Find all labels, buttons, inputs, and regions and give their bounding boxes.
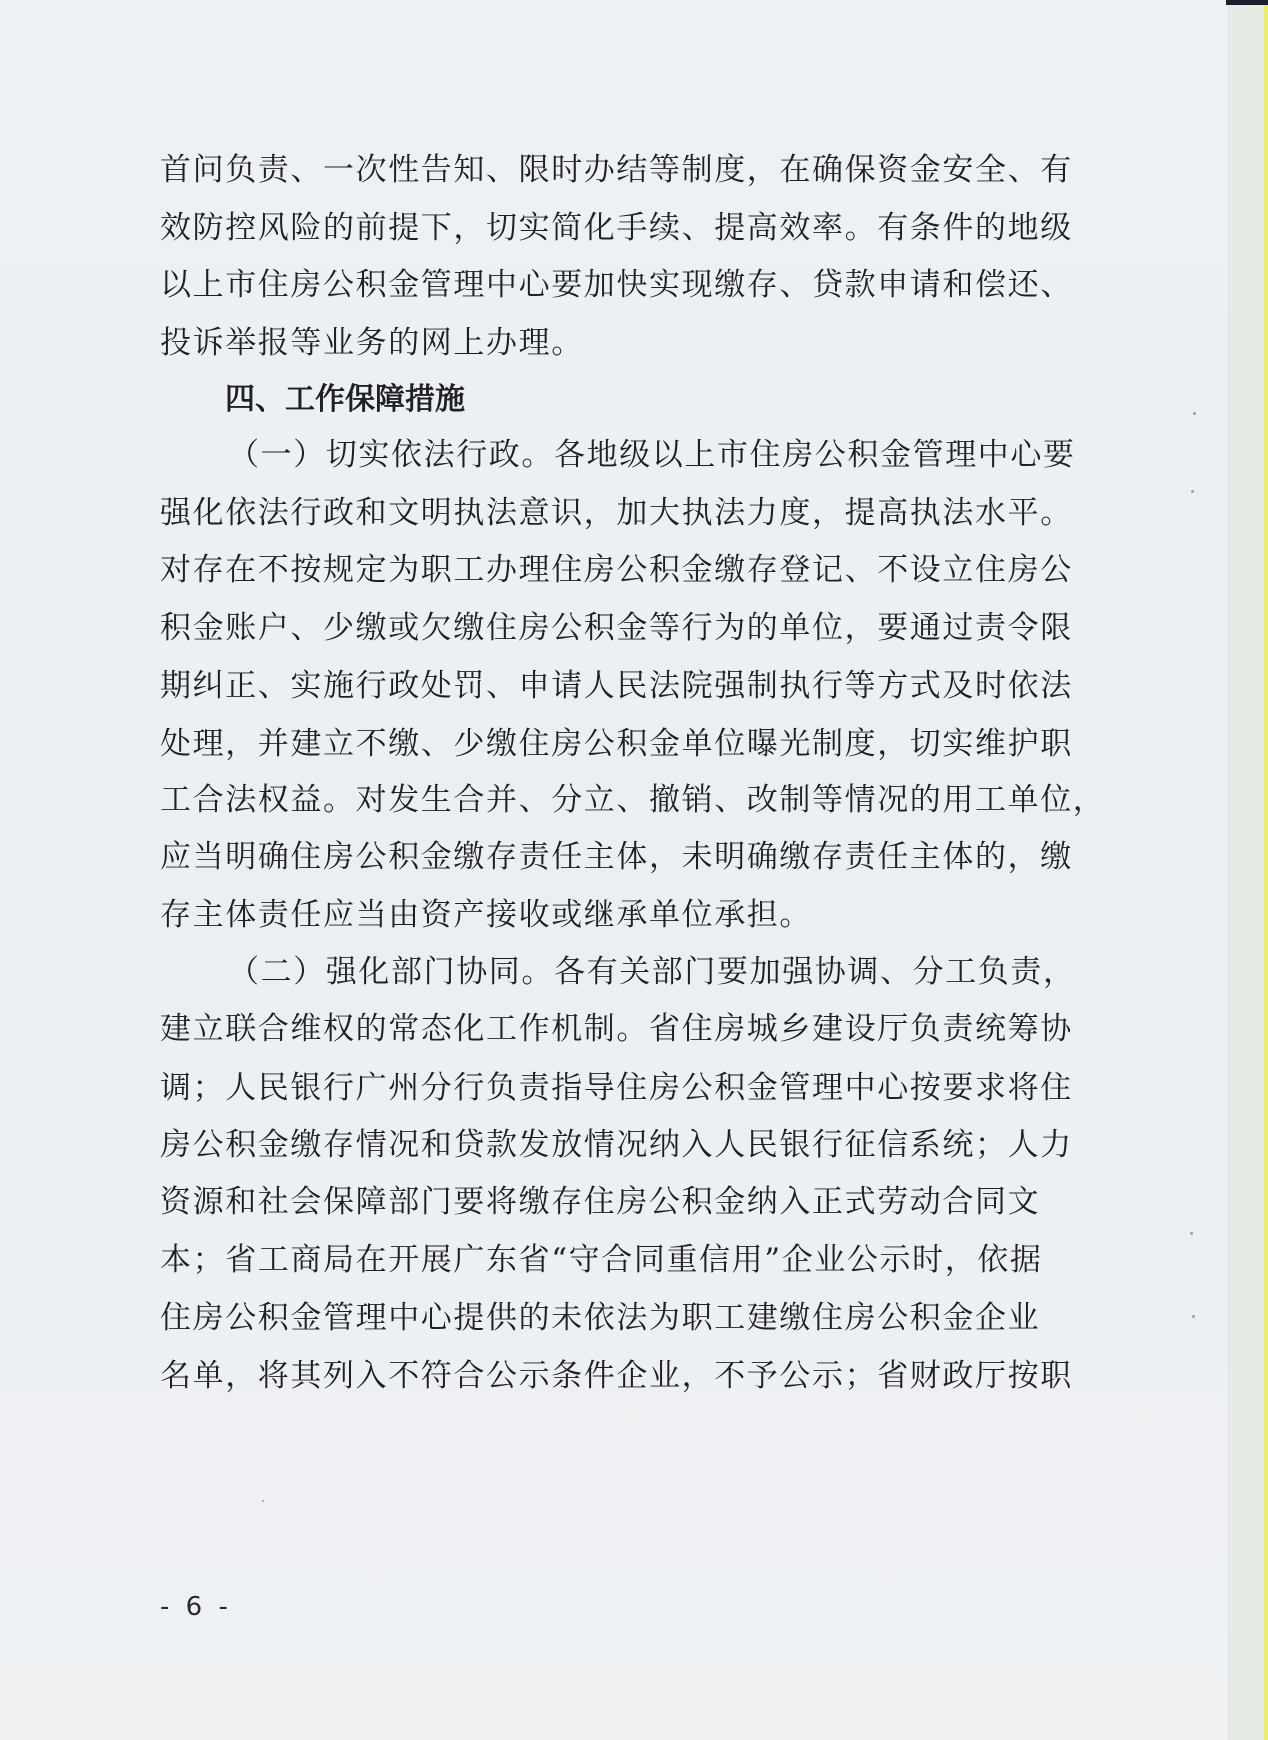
scan-speck xyxy=(262,1500,264,1502)
section-heading: 四、工作保障措施 xyxy=(225,382,465,417)
subsection-1-line: 积金账户、少缴或欠缴住房公积金等行为的单位，要通过责令限 xyxy=(160,610,1073,646)
scan-edge-shadow xyxy=(1226,0,1268,5)
subsection-2-line: 住房公积金管理中心提供的未依法为职工建缴住房公积金企业 xyxy=(160,1300,1041,1336)
subsection-1-line: （一）切实依法行政。各地级以上市住房公积金管理中心要 xyxy=(228,437,1076,473)
paragraph-line: 投诉举报等业务的网上办理。 xyxy=(160,325,584,361)
subsection-2-line: 名单，将其列入不符合公示条件企业，不予公示；省财政厅按职 xyxy=(160,1358,1073,1394)
scan-speck xyxy=(1192,1315,1195,1318)
subsection-2-line: 本；省工商局在开展广东省“守合同重信用”企业公示时，依据 xyxy=(160,1242,1043,1278)
subsection-2-line: 建立联合维权的常态化工作机制。省住房城乡建设厅负责统筹协 xyxy=(160,1011,1073,1047)
subsection-1-line: 对存在不按规定为职工办理住房公积金缴存登记、不设立住房公 xyxy=(160,552,1073,588)
subsection-1-line: 工合法权益。对发生合并、分立、撤销、改制等情况的用工单位， xyxy=(160,782,1106,818)
subsection-1-line: 存主体责任应当由资产接收或继承单位承担。 xyxy=(160,897,812,933)
scan-margin-strip xyxy=(1228,0,1265,1740)
subsection-2-line: （二）强化部门协同。各有关部门要加强协调、分工负责， xyxy=(228,954,1076,990)
subsection-1-line: 期纠正、实施行政处罚、申请人民法院强制执行等方式及时依法 xyxy=(160,668,1073,704)
subsection-1-line: 应当明确住房公积金缴存责任主体，未明确缴存责任主体的，缴 xyxy=(160,839,1073,875)
subsection-1-line: 强化依法行政和文明执法意识，加大执法力度，提高执法水平。 xyxy=(160,495,1073,531)
paragraph-line: 以上市住房公积金管理中心要加快实现缴存、贷款申请和偿还、 xyxy=(160,267,1073,303)
scan-speck xyxy=(1191,490,1194,493)
subsection-2-line: 调；人民银行广州分行负责指导住房公积金管理中心按要求将住 xyxy=(160,1070,1073,1106)
subsection-2-line: 房公积金缴存情况和贷款发放情况纳入人民银行征信系统；人力 xyxy=(160,1127,1073,1163)
subsection-2-line: 资源和社会保障部门要将缴存住房公积金纳入正式劳动合同文 xyxy=(160,1184,1041,1220)
scan-speck xyxy=(1193,412,1196,415)
paragraph-line: 首问负责、一次性告知、限时办结等制度，在确保资金安全、有 xyxy=(160,152,1073,188)
page-number: - 6 - xyxy=(160,1592,232,1622)
paragraph-line: 效防控风险的前提下，切实简化手续、提高效率。有条件的地级 xyxy=(160,210,1073,246)
scan-edge-accent xyxy=(1264,0,1268,1740)
subsection-1-line: 处理，并建立不缴、少缴住房公积金单位曝光制度，切实维护职 xyxy=(160,726,1073,762)
scan-speck xyxy=(1190,1232,1193,1235)
